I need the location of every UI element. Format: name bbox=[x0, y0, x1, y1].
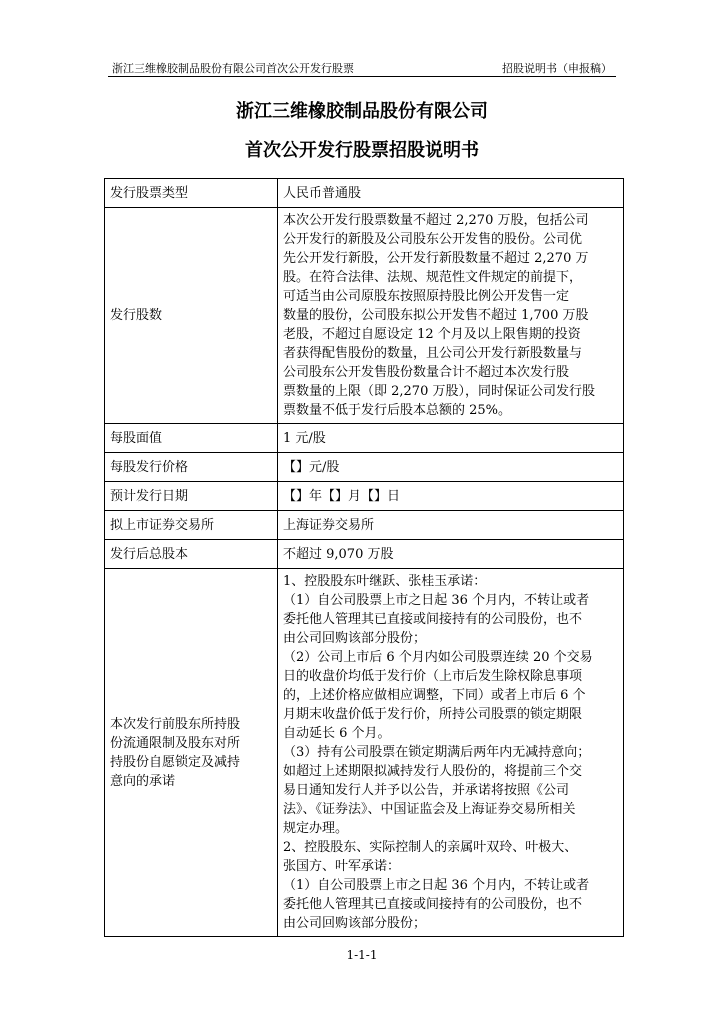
table-row-commitment bbox=[105, 569, 624, 937]
value-line: 由公司回购该部分股份； bbox=[283, 916, 427, 931]
value-line: 数量的股份，公司股东拟公开发售不超过 1,700 万股 bbox=[283, 308, 589, 323]
document-title: 首次公开发行股票招股说明书 bbox=[245, 140, 479, 161]
value-line: 票数量的上限（即 2,270 万股），同时保证公司发行股 bbox=[283, 384, 595, 399]
value-line: 张国方、叶军承诺： bbox=[283, 859, 401, 874]
label-line: 意向的承诺 bbox=[110, 773, 176, 789]
value-line: 者获得配售股份的数量，且公司公开发行新股数量与 bbox=[283, 346, 583, 361]
value-line: 先公开发行新股，公开发行新股数量不超过 2,270 万 bbox=[283, 251, 589, 266]
running-header bbox=[108, 56, 616, 77]
value-line: 委托他人管理其已直接或间接持有的公司股份，也不 bbox=[283, 897, 583, 912]
row-value bbox=[278, 569, 624, 937]
row-label: 发行股数 bbox=[105, 208, 278, 424]
row-value: 不超过 9,070 万股 bbox=[278, 540, 624, 569]
value-line: 1、控股股东叶继跃、张桂玉承诺： bbox=[283, 574, 487, 589]
row-label: 发行股票类型 bbox=[105, 179, 278, 208]
value-line: 股。在符合法律、法规、规范性文件规定的前提下， bbox=[283, 270, 583, 285]
header-doc-type: 招股说明书（申报稿） bbox=[502, 62, 612, 75]
row-label: 拟上市证券交易所 bbox=[105, 511, 278, 540]
table-row-issue-price bbox=[105, 453, 624, 482]
label-line: 持股份自愿锁定及减持 bbox=[110, 754, 241, 770]
table-row-par-value bbox=[105, 424, 624, 453]
value-line: 如超过上述期限拟减持发行人股份的，将提前三个交 bbox=[283, 764, 583, 779]
value-line: 2、控股股东、实际控制人的亲属叶双玲、叶极大、 bbox=[283, 840, 578, 855]
company-title: 浙江三维橡胶制品股份有限公司 bbox=[236, 101, 488, 122]
value-line: 规定办理。 bbox=[283, 821, 349, 836]
value-line: （2）公司上市后 6 个月内如公司股票连续 20 个交易 bbox=[283, 650, 593, 665]
table-row-stock-type bbox=[105, 179, 624, 208]
value-line: 公司股东公开发售股份数量合计不超过本次发行股 bbox=[283, 365, 570, 380]
value-line: （3）持有公司股票在锁定期满后两年内无减持意向； bbox=[283, 745, 591, 760]
value-line: 公开发行的新股及公司股东公开发售的股份。公司优 bbox=[283, 232, 583, 247]
row-label: 预计发行日期 bbox=[105, 482, 278, 511]
value-line: 委托他人管理其已直接或间接持有的公司股份，也不 bbox=[283, 612, 583, 627]
value-line: 老股，不超过自愿设定 12 个月及以上限售期的投资 bbox=[283, 327, 581, 342]
table-row-issue-date bbox=[105, 482, 624, 511]
value-line: 的，上述价格应做相应调整，下同）或者上市后 6 个 bbox=[283, 688, 586, 703]
value-line: 本次公开发行股票数量不超过 2,270 万股，包括公司 bbox=[283, 213, 589, 228]
table-row-total-shares bbox=[105, 540, 624, 569]
value-line: 自动延长 6 个月。 bbox=[283, 726, 391, 741]
label-line: 份流通限制及股东对所 bbox=[110, 735, 241, 751]
value-line: 易日通知发行人并予以公告，并承诺将按照《公司 bbox=[283, 783, 570, 798]
row-value: 1 元/股 bbox=[278, 424, 624, 453]
page-number: 1-1-1 bbox=[346, 948, 378, 962]
value-line: （1）自公司股票上市之日起 36 个月内，不转让或者 bbox=[283, 878, 590, 893]
value-line: 由公司回购该部分股份； bbox=[283, 631, 427, 646]
table-row-exchange bbox=[105, 511, 624, 540]
header-company: 浙江三维橡胶制品股份有限公司首次公开发行股票 bbox=[112, 62, 354, 75]
value-line: 票数量不低于发行后股本总额的 25%。 bbox=[283, 403, 512, 418]
row-value: 【】元/股 bbox=[278, 453, 624, 482]
label-line: 本次发行前股东所持股 bbox=[110, 716, 241, 732]
row-label: 每股发行价格 bbox=[105, 453, 278, 482]
value-line: 日的收盘价均低于发行价（上市后发生除权除息事项 bbox=[283, 669, 583, 684]
row-value bbox=[278, 208, 624, 424]
value-line: 可适当由公司原股东按照原持股比例公开发售一定 bbox=[283, 289, 570, 304]
row-value: 【】年【】月【】日 bbox=[278, 482, 624, 511]
row-value: 上海证券交易所 bbox=[278, 511, 624, 540]
row-label: 每股面值 bbox=[105, 424, 278, 453]
value-line: （1）自公司股票上市之日起 36 个月内，不转让或者 bbox=[283, 593, 590, 608]
value-line: 法》、《证券法》、中国证监会及上海证券交易所相关 bbox=[283, 802, 576, 817]
offering-summary-table bbox=[104, 178, 624, 937]
row-value: 人民币普通股 bbox=[278, 179, 624, 208]
value-line: 月期末收盘价低于发行价，所持公司股票的锁定期限 bbox=[283, 707, 583, 722]
table-row-share-count bbox=[105, 208, 624, 424]
row-label: 发行后总股本 bbox=[105, 540, 278, 569]
row-label bbox=[105, 569, 278, 937]
